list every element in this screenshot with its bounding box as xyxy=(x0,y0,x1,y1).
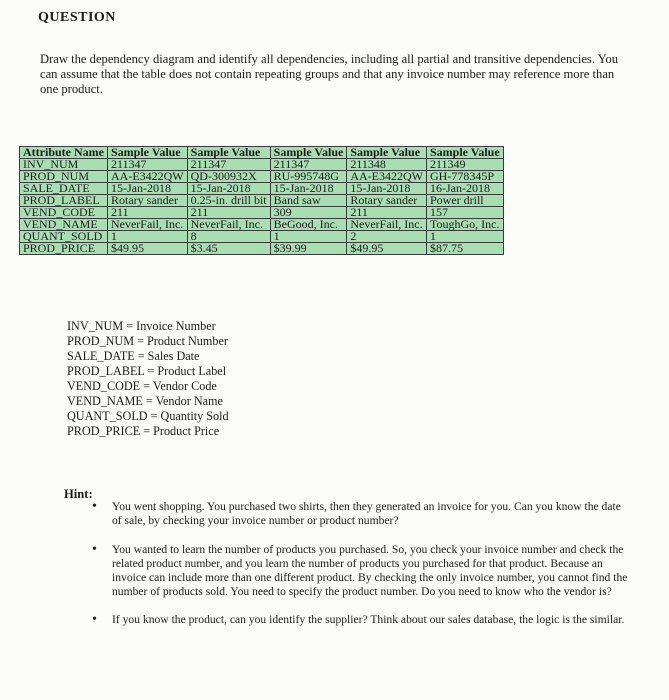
bullet-icon: • xyxy=(92,542,97,557)
abbreviation-item: PROD_LABEL = Product Label xyxy=(67,364,227,378)
sample-value-cell: 157 xyxy=(426,207,503,219)
attribute-name-cell: PROD_PRICE xyxy=(20,243,108,255)
hint-item xyxy=(92,500,632,528)
hint-title: Hint: xyxy=(64,487,93,501)
sample-value-cell: 211347 xyxy=(270,159,347,171)
sample-value-cell: 16-Jan-2018 xyxy=(426,183,503,195)
sample-value-cell: Band saw xyxy=(270,195,347,207)
hint-text: You went shopping. You purchased two shirts, then they generated an invoice for you. Can you know the date of sale, by checking your invoice number or product number? xyxy=(112,500,621,527)
sample-value-cell: 309 xyxy=(270,207,347,219)
question-heading: QUESTION xyxy=(38,10,116,25)
hint-text: You wanted to learn the number of products you purchased. So, you check your invoice number and check the related product number, and you learn the number of products you purchased for that product. Because an invoice can include more than one different product. By checking the only invoice number, you cannot find the number of products sold. You need to specify the product number. Do you need to know who the vendor is? xyxy=(112,543,628,598)
sample-value-cell: $49.95 xyxy=(347,243,427,255)
table-header-cell: Sample Value xyxy=(426,147,503,159)
sample-value-cell: AA-E3422QW xyxy=(107,171,187,183)
sample-value-cell: Power drill xyxy=(426,195,503,207)
sample-value-cell: NeverFail, Inc. xyxy=(347,219,427,231)
sample-value-cell: NeverFail, Inc. xyxy=(107,219,187,231)
sample-value-cell: RU-995748G xyxy=(270,171,347,183)
abbreviation-item: VEND_NAME = Vendor Name xyxy=(67,394,223,408)
sample-data-table xyxy=(19,146,504,255)
hint-list xyxy=(92,500,632,627)
sample-value-cell: 15-Jan-2018 xyxy=(270,183,347,195)
sample-value-cell: $49.95 xyxy=(107,243,187,255)
sample-value-cell: 211347 xyxy=(107,159,187,171)
sample-value-cell: 211 xyxy=(187,207,270,219)
sample-value-cell: 211 xyxy=(347,207,427,219)
attribute-name-cell: SALE_DATE xyxy=(20,183,108,195)
sample-value-cell: 211349 xyxy=(426,159,503,171)
abbreviation-item: SALE_DATE = Sales Date xyxy=(67,349,200,363)
sample-value-cell: QD-300932X xyxy=(187,171,270,183)
hint-item xyxy=(92,613,632,627)
attribute-name-cell: INV_NUM xyxy=(20,159,108,171)
table-header-cell: Sample Value xyxy=(107,147,187,159)
table-header-cell: Attribute Name xyxy=(20,147,108,159)
attribute-name-cell: VEND_CODE xyxy=(20,207,108,219)
sample-value-cell: Rotary sander xyxy=(107,195,187,207)
abbreviation-item: PROD_NUM = Product Number xyxy=(67,334,228,348)
sample-value-cell: Rotary sander xyxy=(347,195,427,207)
sample-value-cell: 2 xyxy=(347,231,427,243)
sample-value-cell: 211 xyxy=(107,207,187,219)
hint-item xyxy=(92,543,632,599)
table-header-cell: Sample Value xyxy=(187,147,270,159)
attribute-name-cell: PROD_NUM xyxy=(20,171,108,183)
sample-value-cell: 1 xyxy=(107,231,187,243)
abbreviation-item: INV_NUM = Invoice Number xyxy=(67,319,216,333)
sample-value-cell: AA-E3422QW xyxy=(347,171,427,183)
sample-value-cell: $39.99 xyxy=(270,243,347,255)
sample-value-cell: 15-Jan-2018 xyxy=(347,183,427,195)
table-header-cell: Sample Value xyxy=(270,147,347,159)
sample-value-cell: 1 xyxy=(426,231,503,243)
attribute-name-cell: VEND_NAME xyxy=(20,219,108,231)
attribute-name-cell: QUANT_SOLD xyxy=(20,231,108,243)
bullet-icon: • xyxy=(92,499,97,514)
abbreviation-list xyxy=(67,319,229,439)
sample-value-cell: ToughGo, Inc. xyxy=(426,219,503,231)
sample-value-cell: $87.75 xyxy=(426,243,503,255)
sample-value-cell: 211348 xyxy=(347,159,427,171)
abbreviation-item: QUANT_SOLD = Quantity Sold xyxy=(67,409,229,423)
sample-value-cell: NeverFail, Inc. xyxy=(187,219,270,231)
abbreviation-item: PROD_PRICE = Product Price xyxy=(67,424,220,438)
question-text: Draw the dependency diagram and identify all dependencies, including all partial and transitive dependencies. You can assume that the table does not contain repeating groups and that any invoice number may reference more than one product. xyxy=(40,52,619,96)
hint-text: If you know the product, can you identify the supplier? Think about our sales database, the logic is the similar. xyxy=(112,613,625,626)
table-row xyxy=(20,243,504,255)
sample-value-cell: 15-Jan-2018 xyxy=(107,183,187,195)
attribute-name-cell: PROD_LABEL xyxy=(20,195,108,207)
abbreviation-item: VEND_CODE = Vendor Code xyxy=(67,379,217,393)
sample-value-cell: GH-778345P xyxy=(426,171,503,183)
table-header-cell: Sample Value xyxy=(347,147,427,159)
sample-value-cell: 8 xyxy=(187,231,270,243)
sample-value-cell: 211347 xyxy=(187,159,270,171)
sample-value-cell: BeGood, Inc. xyxy=(270,219,347,231)
sample-value-cell: 0.25-in. drill bit xyxy=(187,195,270,207)
sample-value-cell: 15-Jan-2018 xyxy=(187,183,270,195)
sample-value-cell: $3.45 xyxy=(187,243,270,255)
sample-value-cell: 1 xyxy=(270,231,347,243)
bullet-icon: • xyxy=(92,612,97,627)
